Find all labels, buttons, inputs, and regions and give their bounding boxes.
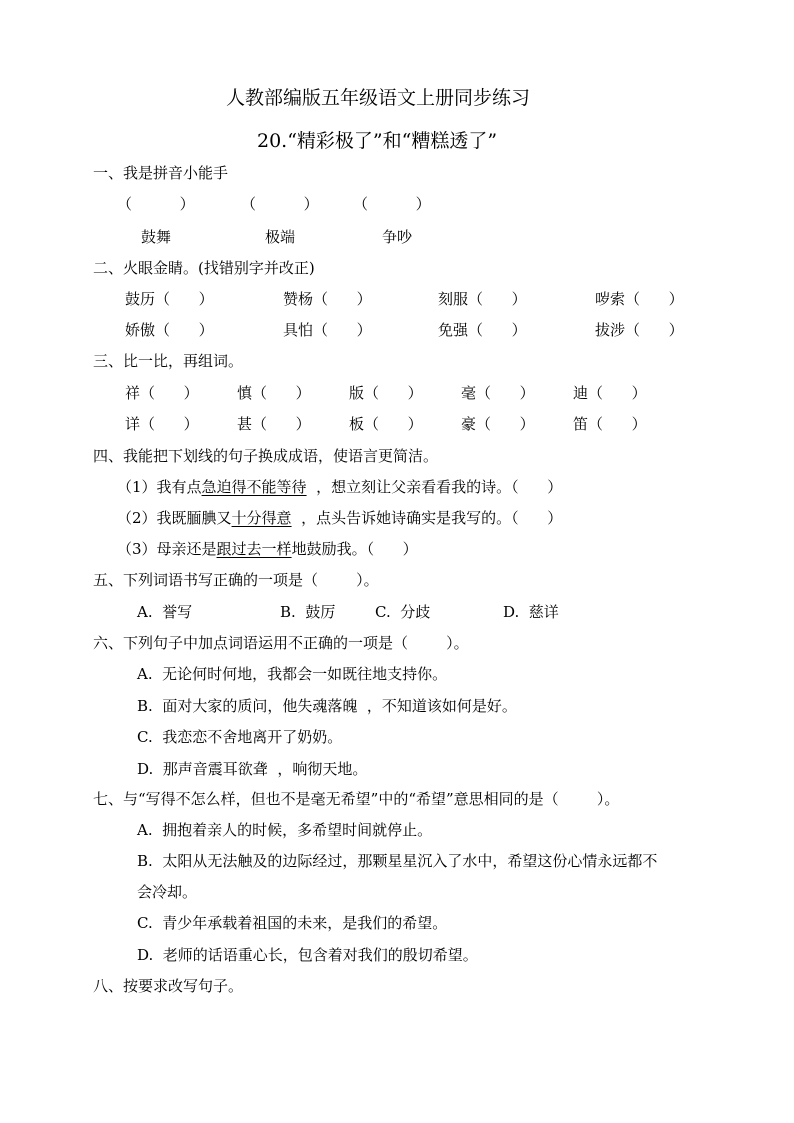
q2-item: 刻服（ ） bbox=[438, 290, 527, 308]
q6-option-c: C. 我恋恋不舍地离开了奶奶。 bbox=[137, 728, 343, 746]
q5-option-c: C. 分歧 bbox=[375, 603, 431, 621]
q4-item-1: （1）我有点急迫得不能等待 ，想立刻让父亲看看我的诗。（ ） bbox=[117, 478, 563, 496]
q1-word-1: 鼓舞 bbox=[141, 228, 172, 246]
q1-pinyin-blank-1: （ ） bbox=[117, 195, 195, 213]
q2-item: 哕索（ ） bbox=[595, 290, 684, 308]
q1-pinyin-blank-3: （ ） bbox=[353, 195, 431, 213]
q6-heading: 六、下列句子中加点词语运用不正确的一项是（ ）。 bbox=[93, 634, 469, 652]
q1-heading: 一、我是拼音小能手 bbox=[93, 164, 229, 182]
q4-item-3: （3）母亲还是跟过去一样地鼓励我。（ ） bbox=[117, 540, 418, 558]
q6-option-d: D. 那声音震耳欲聋 ，响彻天地。 bbox=[137, 760, 368, 778]
q5-heading: 五、下列词语书写正确的一项是（ ）。 bbox=[93, 571, 379, 589]
lesson-subtitle: 20.“精彩极了”和“糟糕透了” bbox=[257, 130, 498, 152]
q3-item: 详（ ） bbox=[125, 415, 199, 433]
underlined-phrase: 急迫得不能等待 bbox=[201, 478, 307, 496]
q3-item: 祥（ ） bbox=[125, 384, 199, 402]
q3-item: 甚（ ） bbox=[237, 415, 311, 433]
q2-item: 拔涉（ ） bbox=[595, 321, 684, 339]
q3-item: 豪（ ） bbox=[461, 415, 535, 433]
q7-option-b: B. 太阳从无法触及的边际经过，那颗星星沉入了水中，希望这份心情永远都不 bbox=[137, 852, 658, 870]
q3-heading: 三、比一比，再组词。 bbox=[93, 352, 244, 370]
q7-option-c: C. 青少年承载着祖国的未来，是我们的希望。 bbox=[137, 914, 448, 932]
q1-word-2: 极端 bbox=[265, 228, 296, 246]
q7-option-a: A. 拥抱着亲人的时候，多希望时间就停止。 bbox=[137, 821, 433, 839]
q1-word-3: 争吵 bbox=[382, 228, 413, 246]
q4-heading: 四、我能把下划线的句子换成成语，使语言更简洁。 bbox=[93, 447, 439, 465]
worksheet-title: 人教部编版五年级语文上册同步练习 bbox=[226, 87, 531, 109]
underlined-phrase: 十分得意 bbox=[231, 509, 292, 527]
q6-option-b: B. 面对大家的质问，他失魂落魄 ，不知道该如何是好。 bbox=[137, 697, 517, 715]
q1-pinyin-blank-2: （ ） bbox=[241, 195, 319, 213]
q2-item: 娇傲（ ） bbox=[125, 321, 214, 339]
q6-option-a: A. 无论何时何地，我都会一如既往地支持你。 bbox=[137, 665, 448, 683]
underlined-phrase: 跟过去一样 bbox=[216, 540, 292, 558]
q7-heading: 七、与“写得不怎么样，但也不是毫无希望”中的“希望”意思相同的是（ ）。 bbox=[93, 790, 620, 808]
q3-item: 毫（ ） bbox=[461, 384, 535, 402]
q2-item: 赞杨（ ） bbox=[283, 290, 372, 308]
q5-option-b: B. 鼓厉 bbox=[280, 603, 336, 621]
q7-option-d: D. 老师的话语重心长，包含着对我们的殷切希望。 bbox=[137, 946, 478, 964]
q2-item: 免强（ ） bbox=[438, 321, 527, 339]
q2-item: 鼓历（ ） bbox=[125, 290, 214, 308]
q3-item: 迪（ ） bbox=[573, 384, 647, 402]
q5-option-d: D. 慈详 bbox=[503, 603, 559, 621]
q8-heading: 八、按要求改写句子。 bbox=[93, 977, 244, 995]
q5-option-a: A. 誉写 bbox=[137, 603, 193, 621]
q3-item: 板（ ） bbox=[349, 415, 423, 433]
q4-item-2: （2）我既腼腆又十分得意 ，点头告诉她诗确实是我写的。（ ） bbox=[117, 509, 563, 527]
q3-item: 笛（ ） bbox=[573, 415, 647, 433]
q3-item: 慎（ ） bbox=[237, 384, 311, 402]
q3-item: 版（ ） bbox=[349, 384, 423, 402]
q2-heading: 二、火眼金睛。(找错别字并改正) bbox=[93, 259, 315, 277]
q2-item: 具怕（ ） bbox=[283, 321, 372, 339]
q7-option-b-continued: 会冷却。 bbox=[137, 883, 198, 901]
